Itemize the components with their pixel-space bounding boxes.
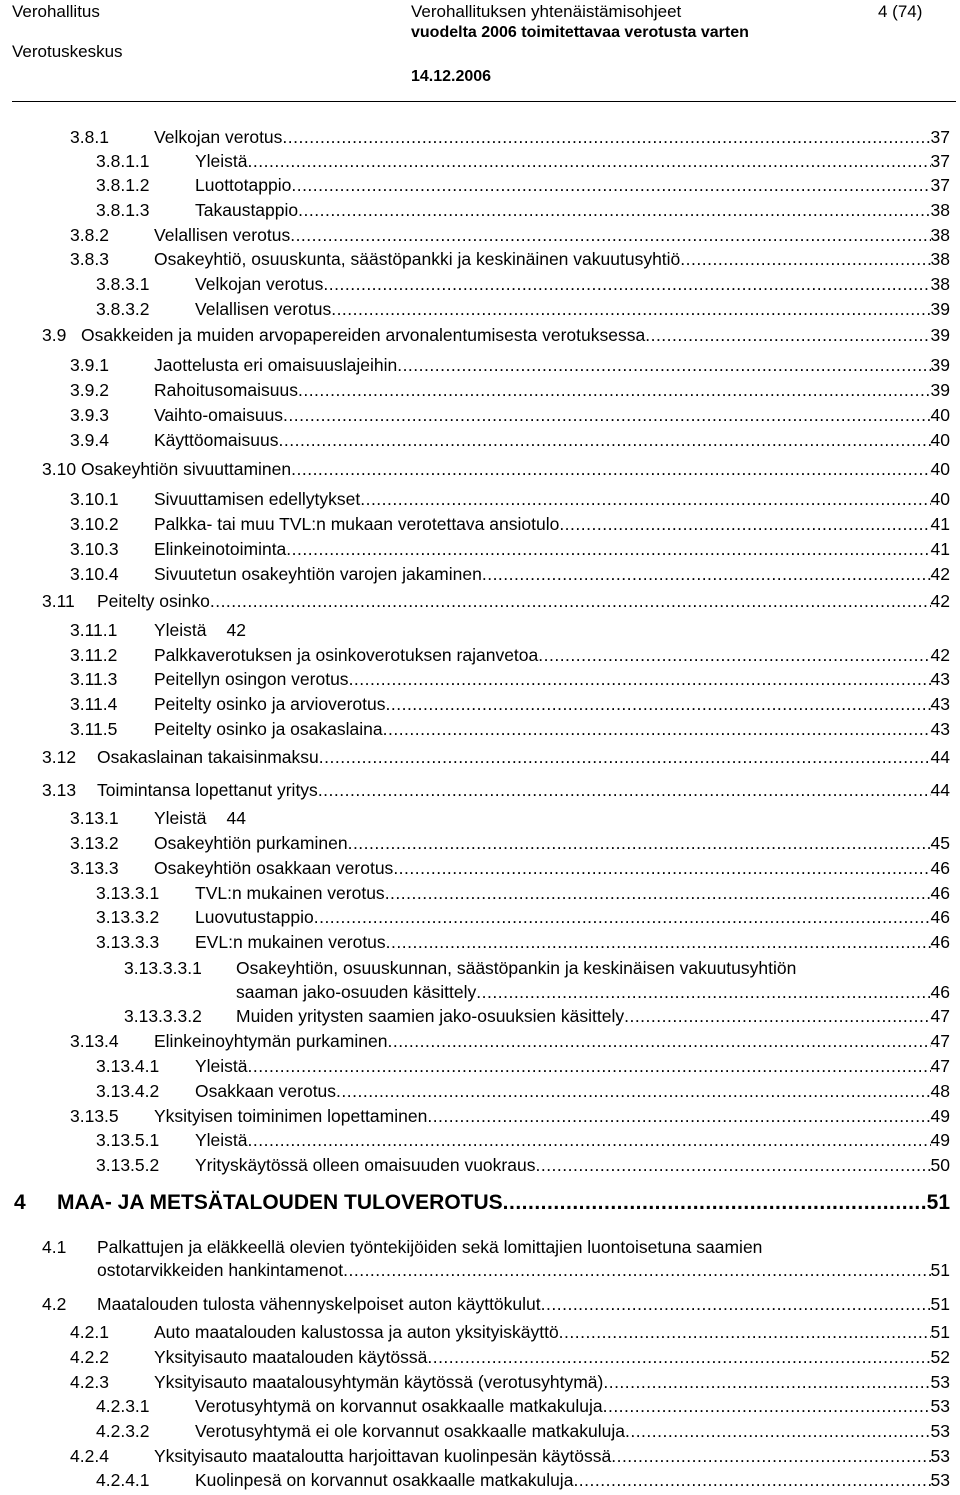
toc-number: 3.8.3.1	[96, 274, 150, 294]
toc-number: 3.11.2	[70, 645, 118, 665]
toc-leader	[397, 354, 930, 376]
toc-entry[interactable]	[70, 404, 950, 426]
toc-number: 3.11	[42, 591, 75, 611]
toc-leader	[476, 981, 930, 1003]
header-org: Verohallitus	[12, 2, 100, 21]
toc-page: 42	[226, 620, 246, 640]
toc-leader	[624, 1005, 930, 1027]
toc-number: 3.9.2	[70, 380, 109, 400]
toc-number: 3.10.4	[70, 564, 119, 584]
toc-number: 4.2.2	[70, 1347, 109, 1367]
toc-leader	[625, 1420, 931, 1442]
toc-leader	[319, 746, 931, 768]
toc-page: 46	[930, 907, 950, 927]
toc-title: Yksityisauto maatalousyhtymän käytössä (verotusyhtymä)	[154, 1372, 604, 1392]
toc-page: 50	[930, 1155, 950, 1175]
toc-leader	[393, 857, 930, 879]
toc-title: Auto maatalouden kalustossa ja auton yksityiskäyttö	[154, 1322, 559, 1342]
toc-leader	[680, 248, 930, 270]
toc-entry[interactable]	[70, 429, 950, 451]
toc-number: 3.13	[42, 780, 77, 800]
toc-number: 4.2.3	[70, 1372, 109, 1392]
toc-title: Palkkaverotuksen ja osinkoverotuksen rajanvetoa	[154, 645, 539, 665]
toc-page: 39	[930, 380, 950, 400]
toc-title: EVL:n mukainen verotus	[195, 932, 386, 952]
toc-leader	[559, 1321, 931, 1343]
toc-page: 39	[930, 299, 950, 319]
toc-leader	[538, 644, 930, 666]
toc-entry[interactable]	[96, 1395, 950, 1417]
toc-title: Velallisen verotus	[195, 299, 332, 319]
toc-number: 3.13.2	[70, 833, 119, 853]
toc-leader	[248, 1055, 931, 1077]
toc-title: Palkattujen ja eläkkeellä olevien työntekijöiden sekä lomittajien luontoisetuna saamien	[97, 1237, 763, 1257]
toc-title: Jaottelusta eri omaisuuslajeihin	[154, 355, 398, 375]
toc-page: 37	[930, 127, 950, 147]
toc-number: 3.13.3.2	[96, 907, 160, 927]
toc-page: 45	[930, 833, 950, 853]
toc-page: 51	[930, 1322, 950, 1342]
toc-number: 3.13.4	[70, 1031, 119, 1051]
toc-leader	[282, 126, 930, 148]
toc-leader	[210, 590, 931, 612]
toc-number: 3.8.3	[70, 249, 109, 269]
toc-entry[interactable]	[70, 718, 950, 740]
toc-title: Peitellyn osingon verotus	[154, 669, 349, 689]
toc-title: Peitelty osinko	[97, 591, 210, 611]
toc-entry[interactable]	[96, 1129, 950, 1151]
toc-entry[interactable]	[42, 590, 950, 612]
toc-page: 53	[930, 1421, 950, 1441]
toc-number: 3.9.3	[70, 405, 109, 425]
toc-entry[interactable]	[70, 248, 950, 270]
toc-leader	[383, 718, 931, 740]
toc-title: Luottotappio	[195, 175, 292, 195]
toc-number: 3.13.4.2	[96, 1081, 160, 1101]
toc-page: 39	[930, 355, 950, 375]
toc-number: 3.10	[42, 459, 77, 479]
toc-title: MAA- JA METSÄTALOUDEN TULOVEROTUS	[57, 1191, 503, 1214]
toc-title: Yksityisauto maatalouden käytössä	[154, 1347, 428, 1367]
toc-title: TVL:n mukainen verotus	[195, 883, 385, 903]
toc-number: 4.2	[42, 1294, 67, 1314]
toc-title: Velkojan verotus	[195, 274, 324, 294]
toc-entry[interactable]	[96, 199, 950, 221]
toc-title: Osakeyhtiö, osuuskunta, säästöpankki ja keskinäinen vakuutusyhtiö	[154, 249, 681, 269]
toc-entry[interactable]	[42, 779, 950, 801]
toc-page: 49	[930, 1106, 950, 1126]
toc-title: Yleistä	[195, 1056, 248, 1076]
toc-leader	[386, 693, 931, 715]
toc-leader	[248, 150, 931, 172]
toc-entry[interactable]	[70, 644, 950, 666]
toc-page: 40	[930, 430, 950, 450]
toc-number: 3.11.1	[70, 620, 118, 640]
header-page-label: 4 (74)	[878, 2, 923, 21]
toc-leader	[385, 882, 931, 904]
toc-number: 4	[14, 1191, 26, 1214]
toc-title: Osakaslainan takaisinmaksu	[97, 747, 319, 767]
toc-title: Verotusyhtymä on korvannut osakkaalle matkakuluja	[195, 1396, 603, 1416]
toc-number: 3.8.1.2	[96, 175, 150, 195]
toc-entry[interactable]	[70, 693, 950, 715]
toc-leader	[348, 832, 931, 854]
header-dept: Verotuskeskus	[12, 42, 123, 61]
toc-number: 3.9	[42, 325, 67, 345]
toc-page: 51	[930, 1260, 950, 1280]
toc-page: 40	[930, 459, 950, 479]
toc-leader	[645, 324, 930, 346]
toc-title: Osakeyhtiön osakkaan verotus	[154, 858, 394, 878]
toc-title: Takaustappio	[195, 200, 299, 220]
toc-title: Velallisen verotus	[154, 225, 291, 245]
toc-page: 44	[226, 808, 246, 828]
toc-leader	[427, 1105, 930, 1127]
toc-leader	[611, 1445, 930, 1467]
toc-leader	[314, 906, 931, 928]
toc-title: Velkojan verotus	[154, 127, 283, 147]
toc-entry[interactable]	[96, 1080, 950, 1102]
toc-leader	[336, 1080, 930, 1102]
toc-title: Yksityisauto maataloutta harjoittavan kuolinpesän käytössä	[154, 1446, 612, 1466]
toc-entry[interactable]	[70, 224, 950, 246]
toc-title: Sivuuttamisen edellytykset	[154, 489, 361, 509]
toc-entry[interactable]	[124, 1005, 950, 1027]
toc-entry[interactable]	[70, 563, 950, 585]
toc-page: 43	[930, 719, 950, 739]
toc-number: 4.2.3.1	[96, 1396, 150, 1416]
toc-title: Toimintansa lopettanut yritys	[97, 780, 318, 800]
toc-title: Yleistä	[154, 808, 207, 828]
toc-entry[interactable]	[70, 1105, 950, 1127]
toc-number: 3.13.5	[70, 1106, 119, 1126]
toc-leader	[286, 538, 930, 560]
toc-entry[interactable]	[70, 1445, 950, 1467]
toc-number: 3.13.3.1	[96, 883, 160, 903]
toc-entry[interactable]	[70, 619, 950, 641]
toc-entry[interactable]	[70, 1371, 950, 1393]
toc-title: Peitelty osinko ja arvioverotus	[154, 694, 386, 714]
toc-entry[interactable]	[96, 298, 950, 320]
toc-number: 3.13.5.1	[96, 1130, 160, 1150]
toc-page: 38	[930, 200, 950, 220]
toc-leader	[482, 563, 931, 585]
toc-leader	[343, 1259, 930, 1281]
toc-entry[interactable]	[70, 126, 950, 148]
toc-page: 53	[930, 1372, 950, 1392]
toc-number: 4.2.3.2	[96, 1421, 150, 1441]
toc-entry[interactable]	[70, 1346, 950, 1368]
toc-entry[interactable]	[124, 956, 950, 1003]
toc-leader	[291, 174, 930, 196]
toc-number: 4.1	[42, 1237, 67, 1257]
toc-leader	[279, 429, 931, 451]
header-divider	[12, 101, 956, 102]
toc-entry[interactable]	[96, 150, 950, 172]
toc-entry[interactable]	[70, 513, 950, 535]
toc-number: 3.11.4	[70, 694, 118, 714]
toc-title: Elinkeinotoiminta	[154, 539, 287, 559]
toc-page: 47	[930, 1056, 950, 1076]
toc-title: Elinkeinoyhtymän purkaminen	[154, 1031, 388, 1051]
toc-number: 3.8.1.1	[96, 151, 150, 171]
toc-page: 53	[930, 1470, 950, 1490]
toc-page: 44	[930, 780, 950, 800]
toc-page: 40	[930, 489, 950, 509]
toc-page: 38	[930, 249, 950, 269]
toc-number: 3.8.1.3	[96, 200, 150, 220]
toc-leader	[541, 1293, 931, 1315]
toc-entry[interactable]	[70, 1030, 950, 1052]
toc-leader	[427, 1346, 930, 1368]
toc-title: Yleistä	[195, 1130, 248, 1150]
toc-entry[interactable]	[70, 379, 950, 401]
toc-page: 46	[930, 883, 950, 903]
toc-leader	[318, 779, 931, 801]
toc-page: 41	[930, 539, 950, 559]
toc-entry[interactable]	[42, 458, 950, 480]
toc-page: 46	[930, 858, 950, 878]
toc-page: 37	[930, 151, 950, 171]
toc-entry[interactable]	[96, 906, 950, 928]
toc-title: Osakkeiden ja muiden arvopapereiden arvonalentumisesta verotuksessa	[81, 325, 646, 345]
toc-entry[interactable]	[42, 1293, 950, 1315]
toc-page: 37	[930, 175, 950, 195]
toc-entry[interactable]	[96, 273, 950, 295]
toc-leader	[386, 931, 931, 953]
toc-leader	[535, 1154, 930, 1176]
toc-title: Yrityskäytössä olleen omaisuuden vuokraus	[195, 1155, 536, 1175]
toc-entry[interactable]	[96, 1154, 950, 1176]
toc-page: 43	[930, 694, 950, 714]
toc-title: Rahoitusomaisuus	[154, 380, 298, 400]
toc-leader	[360, 488, 930, 510]
toc-number: 4.2.4.1	[96, 1470, 150, 1490]
toc-page: 44	[930, 747, 950, 767]
toc-leader	[603, 1371, 930, 1393]
toc-leader	[349, 668, 931, 690]
toc-number: 3.9.1	[70, 355, 109, 375]
toc-entry[interactable]	[70, 668, 950, 690]
toc-page: 39	[930, 325, 950, 345]
toc-title: Maatalouden tulosta vähennyskelpoiset auton käyttökulut	[97, 1294, 541, 1314]
toc-entry[interactable]	[96, 174, 950, 196]
toc-leader	[559, 513, 930, 535]
toc-entry[interactable]	[42, 324, 950, 346]
toc-page: 51	[930, 1294, 950, 1314]
toc-leader	[283, 404, 930, 426]
toc-title: Sivuutetun osakeyhtiön varojen jakaminen	[154, 564, 482, 584]
toc-page: 46	[930, 932, 950, 952]
toc-entry[interactable]	[70, 857, 950, 879]
toc-chapter-entry[interactable]	[14, 1190, 950, 1216]
toc-leader	[298, 199, 930, 221]
toc-number: 3.13.3.3	[96, 932, 160, 952]
toc-page: 42	[930, 591, 950, 611]
toc-number: 3.13.1	[70, 808, 119, 828]
toc-number: 3.8.1	[70, 127, 109, 147]
toc-leader	[503, 1190, 927, 1216]
toc-entry[interactable]	[96, 1055, 950, 1077]
toc-title: Luovutustappio	[195, 907, 314, 927]
toc-page: 38	[930, 274, 950, 294]
toc-title: Palkka- tai muu TVL:n mukaan verotettava ansiotulo	[154, 514, 560, 534]
toc-number: 3.10.1	[70, 489, 119, 509]
toc-number: 3.13.4.1	[96, 1056, 160, 1076]
toc-entry[interactable]	[96, 1469, 950, 1491]
toc-entry[interactable]	[70, 832, 950, 854]
header-date: 14.12.2006	[411, 68, 492, 85]
toc-leader	[290, 224, 930, 246]
toc-entry[interactable]	[70, 1321, 950, 1343]
toc-page: 38	[930, 225, 950, 245]
toc-entry[interactable]	[70, 488, 950, 510]
toc-leader	[291, 458, 930, 480]
toc-page: 52	[930, 1347, 950, 1367]
toc-entry[interactable]	[96, 1420, 950, 1442]
toc-title: Kuolinpesä on korvannut osakkaalle matkakuluja	[195, 1470, 574, 1490]
toc-leader	[573, 1469, 930, 1491]
toc-title-continued: ostotarvikkeiden hankintamenot	[97, 1260, 344, 1280]
toc-page: 53	[930, 1446, 950, 1466]
toc-number: 3.9.4	[70, 430, 109, 450]
toc-entry[interactable]	[96, 931, 950, 953]
toc-title: Yleistä	[154, 620, 207, 640]
toc-page: 53	[930, 1396, 950, 1416]
toc-number: 3.11.3	[70, 669, 118, 689]
toc-number: 3.12	[42, 747, 77, 767]
toc-entry[interactable]	[70, 538, 950, 560]
toc-title: Vaihto-omaisuus	[154, 405, 284, 425]
toc-leader	[248, 1129, 931, 1151]
toc-page: 49	[930, 1130, 950, 1150]
toc-title: Muiden yritysten saamien jako-osuuksien käsittely	[236, 1006, 625, 1026]
toc-title: Yleistä	[195, 151, 248, 171]
toc-number: 3.13.3.3.2	[124, 1006, 202, 1026]
toc-entry[interactable]	[42, 1235, 950, 1281]
toc-title: Osakeyhtiön purkaminen	[154, 833, 348, 853]
toc-page: 48	[930, 1081, 950, 1101]
toc-number: 3.8.2	[70, 225, 109, 245]
toc-page: 46	[930, 982, 950, 1002]
toc-page: 51	[926, 1191, 950, 1214]
toc-page: 47	[930, 1031, 950, 1051]
toc-number: 3.13.5.2	[96, 1155, 160, 1175]
toc-number: 3.13.3.3.1	[124, 958, 202, 978]
toc-page: 42	[930, 564, 950, 584]
toc-number: 4.2.4	[70, 1446, 109, 1466]
toc-number: 3.8.3.2	[96, 299, 150, 319]
toc-entry[interactable]	[70, 807, 950, 829]
toc-title: Osakkaan verotus	[195, 1081, 337, 1101]
toc-page: 42	[930, 645, 950, 665]
toc-leader	[298, 379, 931, 401]
toc-leader	[603, 1395, 931, 1417]
toc-leader	[323, 273, 930, 295]
toc-number: 3.11.5	[70, 719, 118, 739]
toc-number: 4.2.1	[70, 1322, 109, 1342]
header-doc-title: Verohallituksen yhtenäistämisohjeet	[411, 2, 682, 21]
toc-title-continued: saaman jako-osuuden käsittely	[236, 982, 477, 1002]
toc-title: Käyttöomaisuus	[154, 430, 279, 450]
toc-title: Yksityisen toiminimen lopettaminen	[154, 1106, 428, 1126]
toc-page: 41	[930, 514, 950, 534]
toc-entry[interactable]	[42, 746, 950, 768]
toc-number: 3.10.2	[70, 514, 119, 534]
toc-page: 43	[930, 669, 950, 689]
toc-title: Osakeyhtiön, osuuskunnan, säästöpankin ja keskinäisen vakuutusyhtiön	[236, 958, 797, 978]
toc-leader	[387, 1030, 930, 1052]
toc-number: 3.10.3	[70, 539, 119, 559]
toc-page: 40	[930, 405, 950, 425]
toc-title: Peitelty osinko ja osakaslaina	[154, 719, 383, 739]
toc-number: 3.13.3	[70, 858, 119, 878]
toc-title: Osakeyhtiön sivuuttaminen	[81, 459, 292, 479]
toc-entry[interactable]	[70, 354, 950, 376]
toc-title: Verotusyhtymä ei ole korvannut osakkaalle matkakuluja	[195, 1421, 625, 1441]
header-doc-subtitle: vuodelta 2006 toimitettavaa verotusta varten	[411, 24, 749, 41]
toc-leader	[331, 298, 930, 320]
toc-page: 47	[930, 1006, 950, 1026]
toc-entry[interactable]	[96, 882, 950, 904]
